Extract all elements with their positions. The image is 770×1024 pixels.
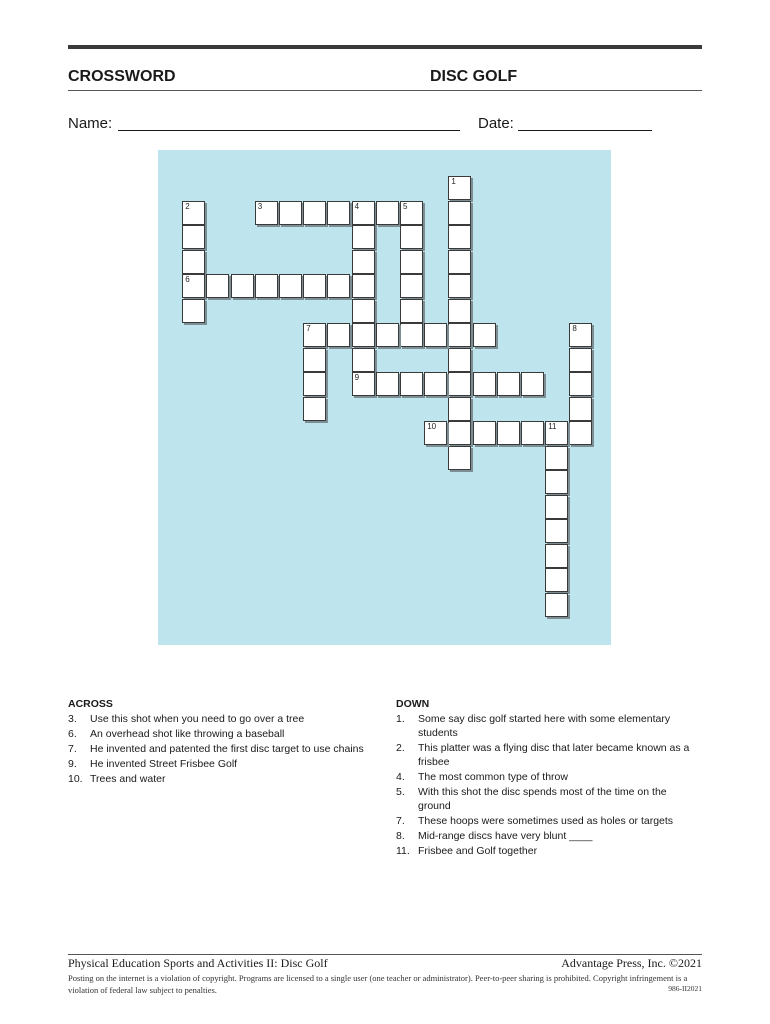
crossword-cell[interactable] xyxy=(279,274,302,298)
crossword-cell[interactable] xyxy=(231,274,254,298)
crossword-cell[interactable] xyxy=(327,274,350,298)
clue-text: Mid-range discs have very blunt ____ xyxy=(418,830,593,842)
clue-number: 2 xyxy=(185,201,190,211)
crossword-cell[interactable] xyxy=(376,323,399,347)
footer-rule xyxy=(68,954,702,955)
name-label: Name: xyxy=(68,115,113,132)
crossword-cell[interactable] xyxy=(400,323,423,347)
down-clues xyxy=(396,697,700,859)
crossword-cell[interactable] xyxy=(352,225,375,249)
clue-number-label: 8. xyxy=(396,830,405,842)
clue-number-label: 9. xyxy=(68,758,77,770)
crossword-cell[interactable] xyxy=(545,593,568,617)
down-list xyxy=(396,712,700,858)
product-code: 986-II2021 xyxy=(668,984,702,993)
crossword-cell[interactable] xyxy=(569,323,592,347)
crossword-cell[interactable] xyxy=(400,250,423,274)
crossword-cell[interactable] xyxy=(448,274,471,298)
crossword-cell[interactable] xyxy=(497,421,520,445)
crossword-cell[interactable] xyxy=(497,372,520,396)
crossword-cell[interactable] xyxy=(352,299,375,323)
crossword-cell[interactable] xyxy=(448,201,471,225)
crossword-cell[interactable] xyxy=(473,372,496,396)
down-clue xyxy=(396,814,700,828)
clue-number-label: 1. xyxy=(396,713,405,725)
crossword-cell[interactable] xyxy=(424,323,447,347)
crossword-cell[interactable] xyxy=(545,519,568,543)
crossword-cell[interactable] xyxy=(545,544,568,568)
date-label: Date: xyxy=(478,115,514,132)
crossword-cell[interactable] xyxy=(545,568,568,592)
crossword-cell[interactable] xyxy=(400,372,423,396)
book-title: Physical Education Sports and Activities II: Disc Golf xyxy=(68,956,328,970)
crossword-cell[interactable] xyxy=(376,201,399,225)
down-clue xyxy=(396,785,700,813)
clue-text: These hoops were sometimes used as holes or targets xyxy=(418,815,674,827)
crossword-cell[interactable] xyxy=(569,372,592,396)
clue-number-label: 10. xyxy=(68,773,83,785)
crossword-cell[interactable] xyxy=(521,372,544,396)
clue-number-label: 7. xyxy=(68,743,77,755)
clue-text: This platter was a flying disc that later became known as a frisbee xyxy=(418,742,690,768)
clue-text: With this shot the disc spends most of the time on the ground xyxy=(418,786,667,812)
crossword-cell[interactable] xyxy=(545,470,568,494)
crossword-cell[interactable] xyxy=(569,421,592,445)
crossword-cell[interactable] xyxy=(352,201,375,225)
crossword-cell[interactable] xyxy=(279,201,302,225)
across-clue xyxy=(68,772,368,786)
crossword-cell[interactable] xyxy=(352,274,375,298)
clue-text: Frisbee and Golf together xyxy=(418,845,538,857)
crossword-cell[interactable] xyxy=(303,274,326,298)
crossword-cell[interactable] xyxy=(400,225,423,249)
clue-number-label: 4. xyxy=(396,771,405,783)
crossword-cell[interactable] xyxy=(206,274,229,298)
clue-number: 1 xyxy=(451,177,456,186)
crossword-cell[interactable] xyxy=(303,201,326,225)
crossword-cell[interactable] xyxy=(182,201,205,225)
clue-number: 6 xyxy=(185,275,190,284)
clue-number-label: 6. xyxy=(68,728,77,740)
clue-number: 4 xyxy=(354,201,360,211)
crossword-cell[interactable] xyxy=(327,323,350,347)
clue-number-label: 7. xyxy=(396,815,405,827)
crossword-cell[interactable] xyxy=(400,201,423,225)
crossword-cell[interactable] xyxy=(448,397,471,421)
crossword-cell[interactable] xyxy=(569,348,592,372)
clue-number-label: 2. xyxy=(396,742,405,754)
crossword-cell[interactable] xyxy=(303,372,326,396)
across-clue xyxy=(68,742,368,756)
crossword-cell[interactable] xyxy=(448,446,471,470)
crossword-cell[interactable] xyxy=(255,274,278,298)
across-clue xyxy=(68,757,368,771)
crossword-cell[interactable] xyxy=(303,397,326,421)
crossword-cell[interactable] xyxy=(424,372,447,396)
crossword-cell[interactable] xyxy=(448,176,471,200)
down-clue xyxy=(396,844,700,858)
copyright-notice: Posting on the internet is a violation of copyright. Programs are licensed to a single user (one teacher or administrator). Peer-to-peer sharing is prohibited. Copyright infringement is a violation of federal law subject to penalties. xyxy=(68,973,688,995)
clue-text: He invented Street Frisbee Golf xyxy=(90,758,238,770)
top-rule xyxy=(68,45,702,49)
clue-text: He invented and patented the first disc target to use chains xyxy=(90,743,364,755)
crossword-cell[interactable] xyxy=(352,348,375,372)
clue-number: 9 xyxy=(354,373,360,382)
crossword-cell[interactable] xyxy=(352,323,375,347)
crossword-cell[interactable] xyxy=(448,323,471,347)
clue-number-label: 3. xyxy=(68,713,77,725)
down-clue xyxy=(396,712,700,740)
across-clue xyxy=(68,727,368,741)
crossword-cell[interactable] xyxy=(255,201,278,225)
down-heading: DOWN xyxy=(396,698,430,710)
page-title: CROSSWORD xyxy=(68,68,176,85)
clue-text: Use this shot when you need to go over a tree xyxy=(90,713,305,725)
clue-text: An overhead shot like throwing a baseball xyxy=(90,728,285,740)
down-clue xyxy=(396,770,700,784)
crossword-cell[interactable] xyxy=(448,421,471,445)
crossword-cell[interactable] xyxy=(545,495,568,519)
crossword-cell[interactable] xyxy=(400,274,423,298)
crossword-cell[interactable] xyxy=(448,372,471,396)
across-list xyxy=(68,712,368,786)
down-clue xyxy=(396,741,700,769)
crossword-cell[interactable] xyxy=(182,225,205,249)
crossword-cell[interactable] xyxy=(400,299,423,323)
crossword-puzzle xyxy=(158,150,611,645)
clue-number: 8 xyxy=(572,324,577,333)
crossword-cell[interactable] xyxy=(182,250,205,274)
clue-number-label: 11. xyxy=(396,845,410,857)
crossword-cell[interactable] xyxy=(424,421,447,445)
clue-text: Trees and water xyxy=(90,773,166,785)
crossword-cell[interactable] xyxy=(352,250,375,274)
title-rule xyxy=(68,90,702,91)
crossword-cell[interactable] xyxy=(303,323,326,347)
crossword-cell[interactable] xyxy=(303,348,326,372)
down-clue xyxy=(396,829,700,843)
crossword-cell[interactable] xyxy=(448,299,471,323)
name-field[interactable] xyxy=(118,130,460,131)
crossword-cell[interactable] xyxy=(376,372,399,396)
across-clues xyxy=(68,697,368,787)
crossword-cell[interactable] xyxy=(327,201,350,225)
clue-number: 5 xyxy=(403,201,408,211)
clue-number: 10 xyxy=(427,422,437,431)
crossword-cell[interactable] xyxy=(569,397,592,421)
clue-text: The most common type of throw xyxy=(418,771,568,783)
clue-number: 7 xyxy=(306,324,311,333)
topic-title: DISC GOLF xyxy=(430,68,518,85)
clue-number-label: 5. xyxy=(396,786,405,798)
crossword-cell[interactable] xyxy=(448,225,471,249)
crossword-cell[interactable] xyxy=(545,421,568,445)
crossword-cell[interactable] xyxy=(352,372,375,396)
date-field[interactable] xyxy=(518,130,652,131)
across-clue xyxy=(68,712,368,726)
clue-number: 3 xyxy=(257,201,263,211)
crossword-cell[interactable] xyxy=(448,250,471,274)
crossword-cell[interactable] xyxy=(521,421,544,445)
publisher: Advantage Press, Inc. ©2021 xyxy=(561,956,702,970)
crossword-cell[interactable] xyxy=(182,299,205,323)
clue-number: 11 xyxy=(548,422,557,431)
crossword-cell[interactable] xyxy=(473,421,496,445)
crossword-cell[interactable] xyxy=(545,446,568,470)
crossword-cell[interactable] xyxy=(448,348,471,372)
crossword-cell[interactable] xyxy=(182,274,205,298)
crossword-cell[interactable] xyxy=(473,323,496,347)
across-heading: ACROSS xyxy=(68,698,113,710)
clue-text: Some say disc golf started here with some elementary students xyxy=(418,713,671,739)
